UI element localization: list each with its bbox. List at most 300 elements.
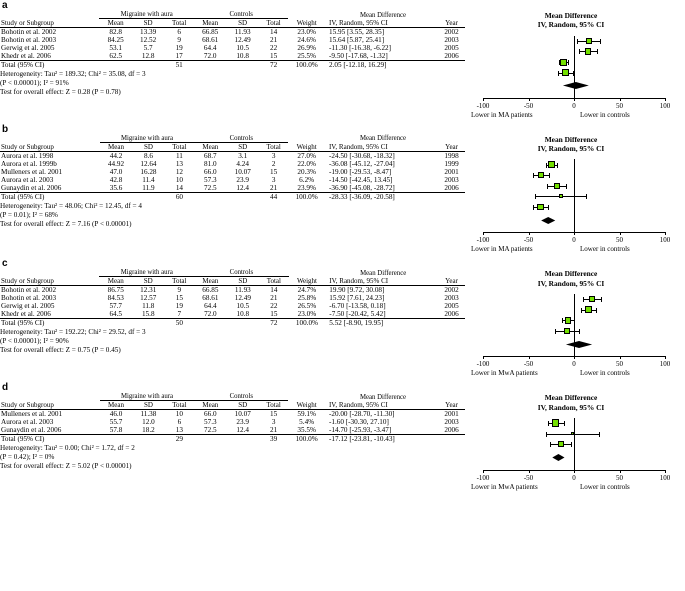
mean-1: 55.7 bbox=[109, 418, 123, 427]
mean-difference: -14.50 [-42.45, 13.45] bbox=[328, 175, 393, 184]
mean-difference: -36.08 [-45.12, -27.04] bbox=[328, 159, 395, 168]
col-sd-2: SD bbox=[226, 19, 258, 28]
study-name: Aurora et al. 1998 bbox=[1, 151, 54, 160]
axis-tick bbox=[529, 98, 530, 101]
col-sd-2: SD bbox=[227, 401, 259, 410]
mean-1: 53.1 bbox=[109, 44, 122, 52]
axis-tick-label: -50 bbox=[523, 360, 534, 369]
panel-c bbox=[0, 258, 685, 382]
sd-2: 10.8 bbox=[236, 52, 249, 60]
total-n-2: 72 bbox=[259, 61, 289, 70]
sd-2: 11.93 bbox=[234, 28, 251, 36]
mean-2: 57.3 bbox=[204, 175, 217, 184]
total-label: Total (95% CI) bbox=[0, 192, 100, 201]
col-sd-2: SD bbox=[227, 277, 259, 286]
year: 2002 bbox=[444, 286, 459, 295]
ci-cap bbox=[564, 421, 565, 426]
total-row bbox=[0, 192, 465, 201]
total-2: 3 bbox=[271, 175, 276, 184]
year: 2006 bbox=[444, 52, 459, 60]
mean-2: 81.0 bbox=[204, 159, 217, 168]
mean-difference: 15.95 [3.55, 28.35] bbox=[329, 28, 385, 36]
sd-2: 10.5 bbox=[236, 302, 250, 311]
total-2: 21 bbox=[270, 294, 278, 303]
ci-cap bbox=[597, 49, 598, 54]
effect-estimate-marker bbox=[559, 194, 563, 198]
axis-tick-label: -50 bbox=[523, 473, 534, 482]
weight: 23.0% bbox=[297, 310, 317, 319]
mean-difference: 15.92 [7.61, 24.23] bbox=[329, 294, 385, 303]
weight: 24.6% bbox=[297, 36, 316, 44]
sd-2: 23.9 bbox=[236, 175, 249, 184]
table-row bbox=[0, 302, 465, 310]
col-year: Year bbox=[438, 19, 465, 28]
sd-1: 12.31 bbox=[140, 286, 157, 295]
md-header: Mean Difference bbox=[359, 135, 407, 143]
axis-label-left: Lower in MwA patients bbox=[471, 369, 538, 378]
study-name: Mulleners et al. 2001 bbox=[1, 167, 63, 176]
total-1: 10 bbox=[175, 410, 183, 419]
total-1: 19 bbox=[175, 302, 183, 311]
col-total-1: Total bbox=[164, 19, 194, 28]
effect-estimate-marker bbox=[586, 38, 592, 44]
study-name: Gunaydin et al. 2006 bbox=[1, 426, 62, 435]
col-study: Study or Subgroup bbox=[0, 19, 99, 28]
col-md: IV, Random, 95% CI bbox=[325, 277, 438, 286]
axis-tick bbox=[483, 98, 484, 101]
mean-2: 66.85 bbox=[202, 286, 219, 295]
ci-cap bbox=[596, 308, 597, 313]
col-sd-1: SD bbox=[132, 401, 164, 410]
total-1: 9 bbox=[177, 36, 181, 44]
col-mean-2: Mean bbox=[194, 19, 226, 28]
sd-1: 13.39 bbox=[140, 28, 157, 36]
total-md: 5.52 [-8.90, 19.95] bbox=[325, 319, 438, 328]
ci-cap bbox=[535, 194, 536, 199]
mean-difference: -11.30 [-16.38, -6.22] bbox=[329, 44, 392, 52]
axis-tick bbox=[483, 232, 484, 235]
total-1: 19 bbox=[175, 44, 183, 52]
plot-title-line-2: IV, Random, 95% CI bbox=[537, 402, 605, 412]
mean-2: 72.5 bbox=[204, 183, 217, 192]
stat-note: Test for overall effect: Z = 0.28 (P = 0.78) bbox=[0, 88, 121, 96]
total-2: 22 bbox=[270, 44, 278, 52]
group-header-1: Migraine with aura bbox=[100, 393, 194, 401]
stat-note: (P < 0.00001); I² = 91% bbox=[0, 79, 69, 87]
total-label: Total (95% CI) bbox=[0, 319, 99, 328]
total-1: 9 bbox=[177, 286, 182, 295]
col-total-1: Total bbox=[165, 277, 195, 286]
col-weight: Weight bbox=[288, 19, 325, 28]
axis-tick bbox=[620, 232, 621, 235]
total-weight: 100.0% bbox=[288, 61, 325, 70]
col-sd-2: SD bbox=[227, 142, 259, 151]
study-name: Gerwig et al. 2005 bbox=[1, 44, 55, 52]
total-row bbox=[0, 435, 465, 444]
col-mean-1: Mean bbox=[100, 401, 132, 410]
plot-title-line-2: IV, Random, 95% CI bbox=[537, 278, 605, 288]
total-1: 10 bbox=[175, 175, 183, 184]
axis-tick bbox=[483, 356, 484, 359]
year: 2005 bbox=[444, 44, 459, 52]
statistics-notes bbox=[0, 69, 465, 97]
ci-cap bbox=[586, 194, 587, 199]
col-study: Study or Subgroup bbox=[0, 142, 100, 151]
col-md: IV, Random, 95% CI bbox=[325, 19, 438, 28]
axis-tick-label: 50 bbox=[616, 236, 623, 245]
study-table bbox=[0, 11, 465, 97]
ci-cap bbox=[546, 163, 547, 168]
ci-cap bbox=[557, 163, 558, 168]
axis-label-left: Lower in MA patients bbox=[471, 110, 533, 119]
axis-tick bbox=[665, 470, 666, 473]
col-mean-2: Mean bbox=[194, 401, 226, 410]
mean-2: 64.4 bbox=[203, 44, 217, 52]
plot-title-line-2: IV, Random, 95% CI bbox=[537, 20, 605, 30]
axis-tick-label: 100 bbox=[659, 236, 671, 245]
col-total-2: Total bbox=[259, 142, 288, 151]
total-weight: 100.0% bbox=[289, 319, 326, 328]
col-study: Study or Subgroup bbox=[0, 277, 99, 286]
total-1: 11 bbox=[175, 151, 183, 160]
axis-label-left: Lower in MwA patients bbox=[471, 482, 538, 491]
total-n-2: 44 bbox=[259, 192, 288, 201]
weight: 26.9% bbox=[297, 44, 316, 52]
total-md: -28.33 [-36.09, -20.58] bbox=[325, 192, 438, 201]
year: 2001 bbox=[444, 410, 459, 419]
mean-1: 84.53 bbox=[107, 294, 124, 303]
panel-a bbox=[0, 0, 685, 124]
mean-difference: -14.70 [-25.93, -3.47] bbox=[328, 426, 392, 435]
stat-note: Heterogeneity: Tau² = 48.06; Chi² = 12.45, df = 4 bbox=[0, 201, 142, 210]
total-2: 15 bbox=[270, 310, 278, 319]
table-row bbox=[0, 310, 465, 319]
year: 2005 bbox=[444, 302, 459, 311]
summary-diamond bbox=[465, 216, 677, 225]
effect-estimate-marker bbox=[538, 172, 544, 178]
year: 1999 bbox=[444, 159, 459, 168]
axis-tick-label: 0 bbox=[572, 101, 576, 110]
group-header-1: Migraine with aura bbox=[100, 135, 194, 143]
col-year: Year bbox=[438, 142, 465, 151]
mean-1: 57.7 bbox=[109, 302, 123, 311]
panel-letter: c bbox=[2, 258, 8, 270]
year: 2001 bbox=[444, 167, 459, 176]
col-mean-2: Mean bbox=[194, 277, 226, 286]
stat-note: Test for overall effect: Z = 5.02 (P < 0.00001) bbox=[0, 462, 132, 471]
effect-estimate-marker bbox=[552, 419, 559, 426]
total-2: 15 bbox=[270, 410, 278, 419]
total-md: -17.12 [-23.81, -10.43] bbox=[325, 435, 438, 444]
panel-letter: a bbox=[2, 0, 8, 11]
axis-tick bbox=[483, 470, 484, 473]
axis-tick-label: -100 bbox=[476, 101, 490, 110]
col-mean-1: Mean bbox=[100, 142, 132, 151]
ci-cap bbox=[574, 318, 575, 323]
study-name: Mulleners et al. 2001 bbox=[1, 410, 63, 419]
axis-tick bbox=[574, 232, 575, 235]
col-md: IV, Random, 95% CI bbox=[325, 142, 438, 151]
mean-difference: 19.90 [9.72, 30.08] bbox=[329, 286, 385, 295]
plot-title-line-1: Mean Difference bbox=[544, 134, 598, 144]
col-sd-1: SD bbox=[132, 277, 165, 286]
total-n-1: 29 bbox=[165, 435, 195, 444]
sd-1: 11.8 bbox=[142, 302, 155, 311]
axis-tick bbox=[529, 356, 530, 359]
sd-1: 12.57 bbox=[140, 294, 157, 303]
study-name: Khedr et al. 2006 bbox=[1, 52, 51, 60]
study-name: Bohotin et al. 2003 bbox=[1, 294, 57, 303]
sd-2: 12.4 bbox=[236, 426, 249, 435]
effect-estimate-marker bbox=[571, 432, 575, 436]
panel-letter: d bbox=[2, 382, 9, 394]
statistics-notes bbox=[0, 201, 465, 229]
weight: 20.3% bbox=[297, 167, 316, 176]
total-n-2: 39 bbox=[259, 435, 288, 444]
summary-diamond bbox=[465, 453, 677, 462]
ci-cap bbox=[571, 442, 572, 447]
axis-tick bbox=[665, 232, 666, 235]
plot-title-line-1: Mean Difference bbox=[544, 11, 598, 20]
effect-estimate-marker bbox=[564, 328, 570, 334]
axis-label-left: Lower in MA patients bbox=[471, 245, 533, 254]
summary-diamond bbox=[465, 340, 677, 349]
study-name: Bohotin et al. 2003 bbox=[1, 36, 57, 44]
sd-2: 3.1 bbox=[238, 151, 248, 160]
total-2: 21 bbox=[270, 426, 278, 435]
mean-2: 68.61 bbox=[202, 294, 219, 303]
mean-1: 62.5 bbox=[109, 52, 122, 60]
stat-note: Test for overall effect: Z = 7.16 (P < 0.00001) bbox=[0, 219, 132, 228]
axis-tick bbox=[529, 232, 530, 235]
year: 1998 bbox=[444, 151, 459, 160]
summary-diamond bbox=[465, 81, 677, 90]
total-label: Total (95% CI) bbox=[0, 61, 99, 70]
sd-1: 11.38 bbox=[140, 410, 157, 419]
mean-difference: -24.50 [-30.68, -18.32] bbox=[328, 151, 395, 160]
ci-cap bbox=[599, 432, 600, 437]
year: 2003 bbox=[444, 175, 459, 184]
axis-tick-label: -50 bbox=[523, 101, 534, 110]
table-row bbox=[0, 286, 465, 295]
axis-tick bbox=[620, 98, 621, 101]
table-row bbox=[0, 418, 465, 426]
sd-2: 4.24 bbox=[236, 159, 249, 168]
axis-tick bbox=[574, 356, 575, 359]
axis-tick-label: 0 bbox=[572, 360, 576, 369]
sd-1: 18.2 bbox=[142, 426, 155, 435]
table-row bbox=[0, 160, 465, 168]
year: 2003 bbox=[444, 418, 459, 427]
total-1: 7 bbox=[177, 310, 182, 319]
weight: 23.9% bbox=[297, 183, 316, 192]
col-year: Year bbox=[438, 277, 465, 286]
forest-plot bbox=[465, 11, 677, 124]
axis-tick-label: 50 bbox=[616, 360, 623, 369]
mean-1: 84.25 bbox=[107, 36, 124, 44]
mean-difference: -19.00 [-29.53, -8.47] bbox=[328, 167, 392, 176]
study-table bbox=[0, 269, 465, 355]
study-name: Bohotin et al. 2002 bbox=[1, 286, 57, 295]
col-total-2: Total bbox=[259, 277, 289, 286]
study-name: Bohotin et al. 2002 bbox=[1, 28, 57, 36]
ci-cap bbox=[546, 432, 547, 437]
study-name: Aurora et al. 1999b bbox=[1, 159, 57, 168]
mean-2: 57.3 bbox=[204, 418, 217, 427]
axis-label-right: Lower in controls bbox=[580, 482, 630, 491]
col-mean-1: Mean bbox=[99, 19, 131, 28]
weight: 25.5% bbox=[297, 52, 316, 60]
axis-tick-label: 100 bbox=[659, 360, 671, 369]
col-sd-1: SD bbox=[132, 19, 164, 28]
forest-plot bbox=[465, 393, 677, 495]
ci-cap bbox=[577, 39, 578, 44]
ci-cap bbox=[600, 39, 601, 44]
total-2: 15 bbox=[270, 167, 278, 176]
axis-tick-label: 0 bbox=[572, 473, 576, 482]
axis-label-right: Lower in controls bbox=[580, 369, 630, 378]
table-row bbox=[0, 294, 465, 302]
mean-difference: 15.64 [5.87, 25.41] bbox=[329, 36, 385, 44]
axis-tick bbox=[529, 470, 530, 473]
total-1: 12 bbox=[175, 167, 183, 176]
mean-1: 44.92 bbox=[107, 159, 125, 168]
axis-label-right: Lower in controls bbox=[580, 110, 630, 119]
mean-1: 44.2 bbox=[109, 151, 123, 160]
stat-note: (P < 0.00001); I² = 90% bbox=[0, 337, 69, 346]
weight: 25.8% bbox=[297, 294, 317, 303]
total-2: 21 bbox=[270, 183, 278, 192]
mean-2: 66.85 bbox=[202, 28, 219, 36]
group-header-2: Controls bbox=[194, 393, 288, 401]
sd-2: 23.9 bbox=[236, 418, 249, 427]
group-header-2: Controls bbox=[194, 11, 288, 19]
axis-tick-label: 50 bbox=[616, 101, 623, 110]
sd-1: 11.9 bbox=[142, 183, 155, 192]
mean-difference: -36.90 [-45.08, -28.72] bbox=[328, 183, 395, 192]
col-study: Study or Subgroup bbox=[0, 401, 100, 410]
col-mean-1: Mean bbox=[99, 277, 132, 286]
sd-1: 8.6 bbox=[143, 151, 153, 160]
sd-2: 10.8 bbox=[236, 310, 250, 319]
table-row bbox=[0, 44, 465, 52]
total-2: 3 bbox=[271, 151, 276, 160]
total-2: 15 bbox=[270, 52, 278, 60]
mean-1: 82.8 bbox=[109, 28, 122, 36]
total-md: 2.05 [-12.18, 16.29] bbox=[325, 61, 438, 70]
table-row bbox=[0, 176, 465, 184]
plot-title-line-2: IV, Random, 95% CI bbox=[537, 144, 605, 154]
axis-tick bbox=[665, 98, 666, 101]
group-header-1: Migraine with aura bbox=[99, 11, 194, 19]
total-1: 14 bbox=[175, 183, 183, 192]
axis-tick-label: -100 bbox=[476, 473, 490, 482]
stat-note: (P = 0.01); I² = 68% bbox=[0, 210, 58, 219]
ci-cap bbox=[562, 318, 563, 323]
axis-tick bbox=[574, 470, 575, 473]
stat-note: Test for overall effect: Z = 0.75 (P = 0.45) bbox=[0, 346, 121, 355]
axis-tick-label: -50 bbox=[523, 236, 534, 245]
group-header-1: Migraine with aura bbox=[99, 269, 194, 277]
mean-difference: -9.50 [-17.68, -1.32] bbox=[329, 52, 388, 60]
total-label: Total (95% CI) bbox=[0, 435, 100, 444]
col-weight: Weight bbox=[289, 277, 326, 286]
total-1: 13 bbox=[175, 426, 183, 435]
mean-2: 72.0 bbox=[204, 310, 217, 319]
total-1: 6 bbox=[177, 418, 182, 427]
year: 2002 bbox=[444, 28, 459, 36]
table-row bbox=[0, 151, 465, 160]
axis-label-right: Lower in controls bbox=[580, 245, 630, 254]
col-total-1: Total bbox=[165, 401, 195, 410]
total-2: 22 bbox=[270, 302, 278, 311]
ci-cap bbox=[533, 173, 534, 178]
axis-tick-label: 100 bbox=[659, 473, 671, 482]
panel-letter: b bbox=[2, 123, 9, 135]
mean-2: 68.61 bbox=[202, 36, 219, 44]
effect-estimate-marker bbox=[585, 48, 591, 54]
effect-estimate-marker bbox=[537, 204, 544, 211]
table-row bbox=[0, 410, 465, 419]
sd-2: 10.5 bbox=[236, 44, 249, 52]
stat-note: Heterogeneity: Tau² = 0.00; Chi² = 1.72, df = 2 bbox=[0, 444, 135, 453]
total-n-2: 72 bbox=[259, 319, 289, 328]
mean-difference: -1.60 [-30.30, 27.10] bbox=[328, 418, 389, 427]
mean-difference: -20.00 [-28.70, -11.30] bbox=[328, 410, 395, 419]
group-header-2: Controls bbox=[194, 269, 289, 277]
study-name: Aurora et al. 2003 bbox=[1, 175, 54, 184]
mean-1: 57.8 bbox=[109, 426, 123, 435]
table-row bbox=[0, 426, 465, 435]
total-1: 15 bbox=[175, 294, 183, 303]
col-weight: Weight bbox=[288, 401, 325, 410]
statistics-notes bbox=[0, 327, 465, 355]
group-header-2: Controls bbox=[194, 135, 288, 143]
ci-cap bbox=[579, 329, 580, 334]
effect-estimate-marker bbox=[585, 306, 592, 313]
ci-cap bbox=[568, 60, 569, 65]
col-sd-1: SD bbox=[132, 142, 164, 151]
md-header: Mean Difference bbox=[359, 393, 407, 401]
ci-cap bbox=[549, 173, 550, 178]
mean-2: 68.7 bbox=[204, 151, 217, 160]
weight: 35.5% bbox=[297, 426, 316, 435]
stat-note: (P = 0.42); I² = 0% bbox=[0, 453, 55, 462]
ci-cap bbox=[547, 184, 548, 189]
weight: 5.4% bbox=[299, 418, 315, 427]
ci-cap bbox=[548, 421, 549, 426]
mean-1: 86.75 bbox=[107, 286, 124, 295]
mean-1: 47.0 bbox=[109, 167, 123, 176]
sd-1: 11.4 bbox=[142, 175, 155, 184]
md-header: Mean Difference bbox=[359, 11, 407, 19]
total-n-1: 60 bbox=[165, 192, 195, 201]
md-header: Mean Difference bbox=[360, 269, 407, 277]
col-total-2: Total bbox=[259, 19, 289, 28]
table-row bbox=[0, 168, 465, 176]
study-name: Aurora et al. 2003 bbox=[1, 418, 54, 427]
table-row bbox=[0, 184, 465, 193]
weight: 27.0% bbox=[297, 151, 316, 160]
axis-tick bbox=[665, 356, 666, 359]
mean-2: 64.4 bbox=[204, 302, 217, 311]
ci-cap bbox=[579, 49, 580, 54]
ci-cap bbox=[581, 308, 582, 313]
effect-estimate-marker bbox=[560, 59, 567, 66]
study-table bbox=[0, 393, 465, 471]
total-1: 13 bbox=[175, 159, 183, 168]
total-row bbox=[0, 61, 465, 70]
